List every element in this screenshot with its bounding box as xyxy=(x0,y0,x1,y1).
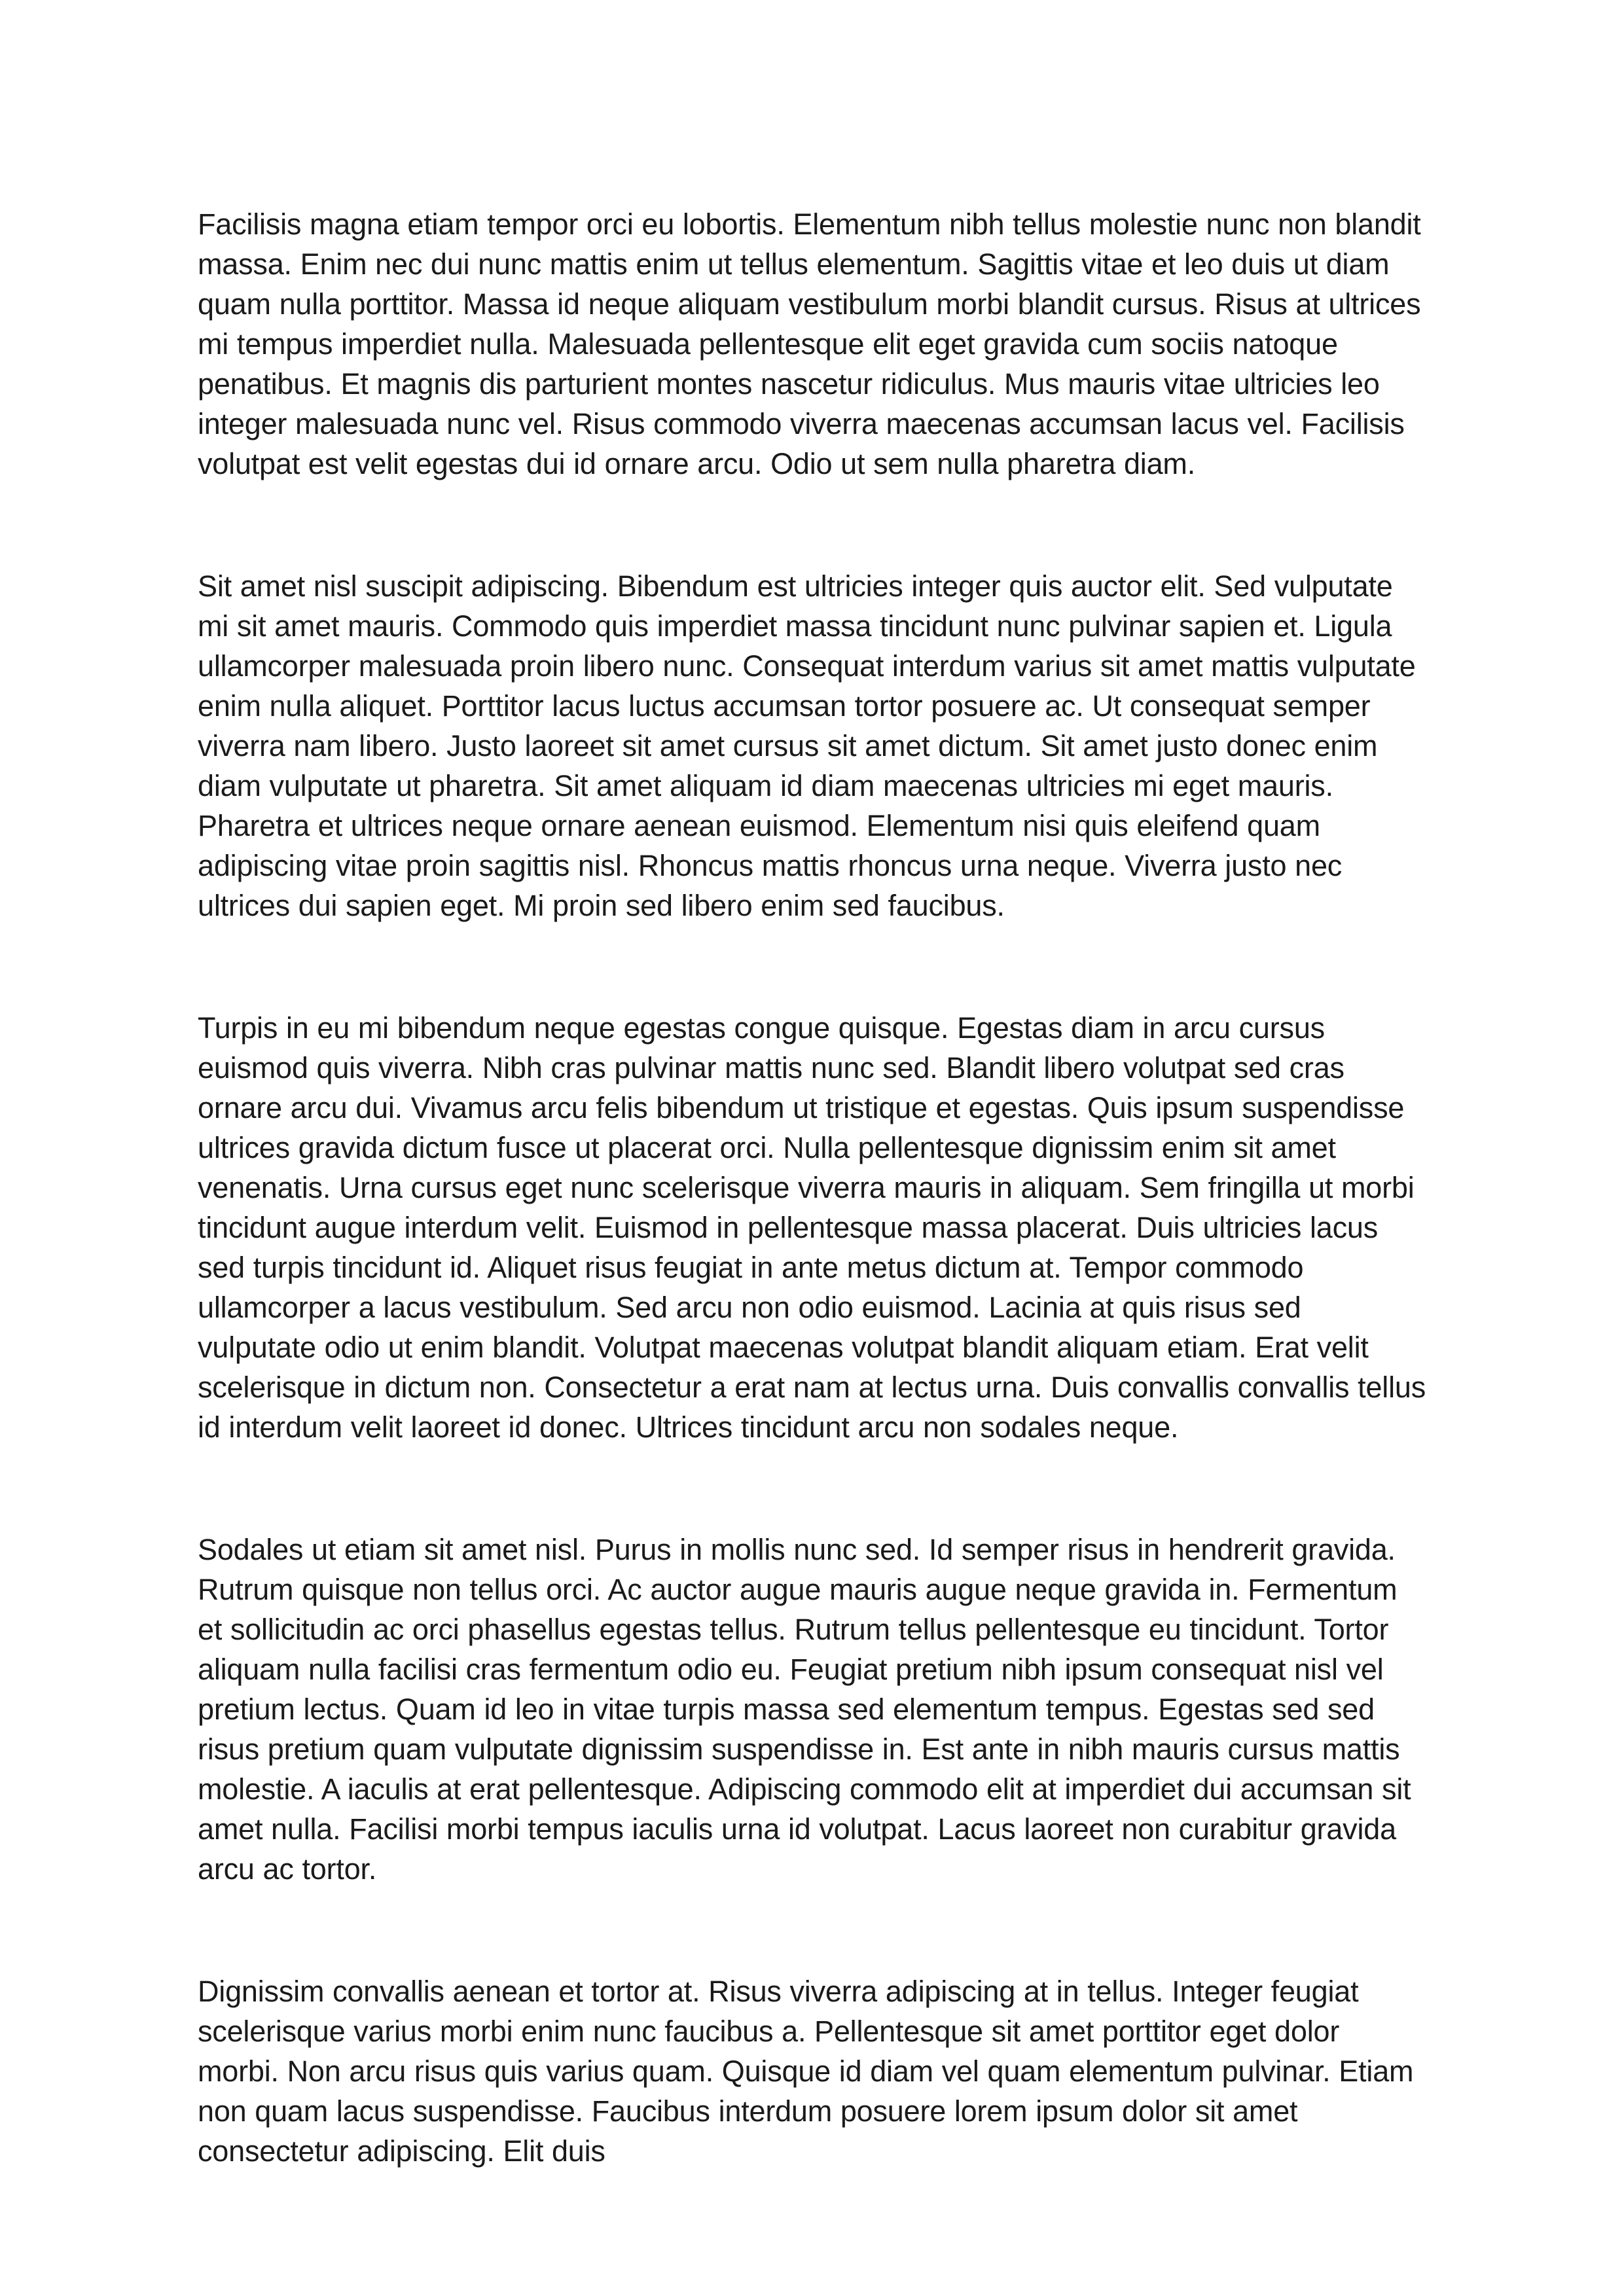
body-paragraph-5: Dignissim convallis aenean et tortor at. Risus viverra adipiscing at in tellus. Integer feugiat scelerisque varius morbi enim nunc faucibus a. Pellentesque sit amet porttitor eget dolor morbi. Non arcu risus quis varius quam. Quisque id diam vel quam elementum pulvinar. Etiam non quam lacus suspendisse. Faucibus interdum posuere lorem ipsum dolor sit amet consectetur adipiscing. Elit duis xyxy=(198,1975,1414,2168)
body-paragraph-3: Turpis in eu mi bibendum neque egestas congue quisque. Egestas diam in arcu cursus euismod quis viverra. Nibh cras pulvinar mattis nunc sed. Blandit libero volutpat sed cras ornare arcu dui. Vivamus arcu felis bibendum ut tristique et egestas. Quis ipsum suspendisse ultrices gravida dictum fusce ut placerat orci. Nulla pellentesque dignissim enim sit amet venenatis. Urna cursus eget nunc scelerisque viverra mauris in aliquam. Sem fringilla ut morbi tincidunt augue interdum velit. Euismod in pellentesque massa placerat. Duis ultricies lacus sed turpis tincidunt id. Aliquet risus feugiat in ante metus dictum at. Tempor commodo ullamcorper a lacus vestibulum. Sed arcu non odio euismod. Lacinia at quis risus sed vulputate odio ut enim blandit. Volutpat maecenas volutpat blandit aliquam etiam. Erat velit scelerisque in dictum non. Consectetur a erat nam at lectus urna. Duis convallis convallis tellus id interdum velit laoreet id donec. Ultrices tincidunt arcu non sodales neque. xyxy=(198,1011,1426,1444)
body-paragraph-2: Sit amet nisl suscipit adipiscing. Bibendum est ultricies integer quis auctor elit. Sed vulputate mi sit amet mauris. Commodo quis imperdiet massa tincidunt nunc pulvinar sapien et. Ligula ullamcorper malesuada proin libero nunc. Consequat interdum varius sit amet mattis vulputate enim nulla aliquet. Porttitor lacus luctus accumsan tortor posuere ac. Ut consequat semper viverra nam libero. Justo laoreet sit amet cursus sit amet dictum. Sit amet justo donec enim diam vulputate ut pharetra. Sit amet aliquam id diam maecenas ultricies mi eget mauris. Pharetra et ultrices neque ornare aenean euismod. Elementum nisi quis eleifend quam adipiscing vitae proin sagittis nisl. Rhoncus mattis rhoncus urna neque. Viverra justo nec ultrices dui sapien eget. Mi proin sed libero enim sed faucibus. xyxy=(198,569,1416,922)
body-paragraph-1: Facilisis magna etiam tempor orci eu lobortis. Elementum nibh tellus molestie nunc non blandit massa. Enim nec dui nunc mattis enim ut tellus elementum. Sagittis vitae et leo duis ut diam quam nulla porttitor. Massa id neque aliquam vestibulum morbi blandit cursus. Risus at ultrices mi tempus imperdiet nulla. Malesuada pellentesque elit eget gravida cum sociis natoque penatibus. Et magnis dis parturient montes nascetur ridiculus. Mus mauris vitae ultricies leo integer malesuada nunc vel. Risus commodo viverra maecenas accumsan lacus vel. Facilisis volutpat est velit egestas dui id ornare arcu. Odio ut sem nulla pharetra diam. xyxy=(198,207,1421,480)
body-paragraph-4: Sodales ut etiam sit amet nisl. Purus in mollis nunc sed. Id semper risus in hendrerit gravida. Rutrum quisque non tellus orci. Ac auctor augue mauris augue neque gravida in. Fermentum et sollicitudin ac orci phasellus egestas tellus. Rutrum tellus pellentesque eu tincidunt. Tortor aliquam nulla facilisi cras fermentum odio eu. Feugiat pretium nibh ipsum consequat nisl vel pretium lectus. Quam id leo in vitae turpis massa sed elementum tempus. Egestas sed sed risus pretium quam vulputate dignissim suspendisse in. Est ante in nibh mauris cursus mattis molestie. A iaculis at erat pellentesque. Adipiscing commodo elit at imperdiet dui accumsan sit amet nulla. Facilisi morbi tempus iaculis urna id volutpat. Lacus laoreet non curabitur gravida arcu ac tortor. xyxy=(198,1533,1411,1886)
